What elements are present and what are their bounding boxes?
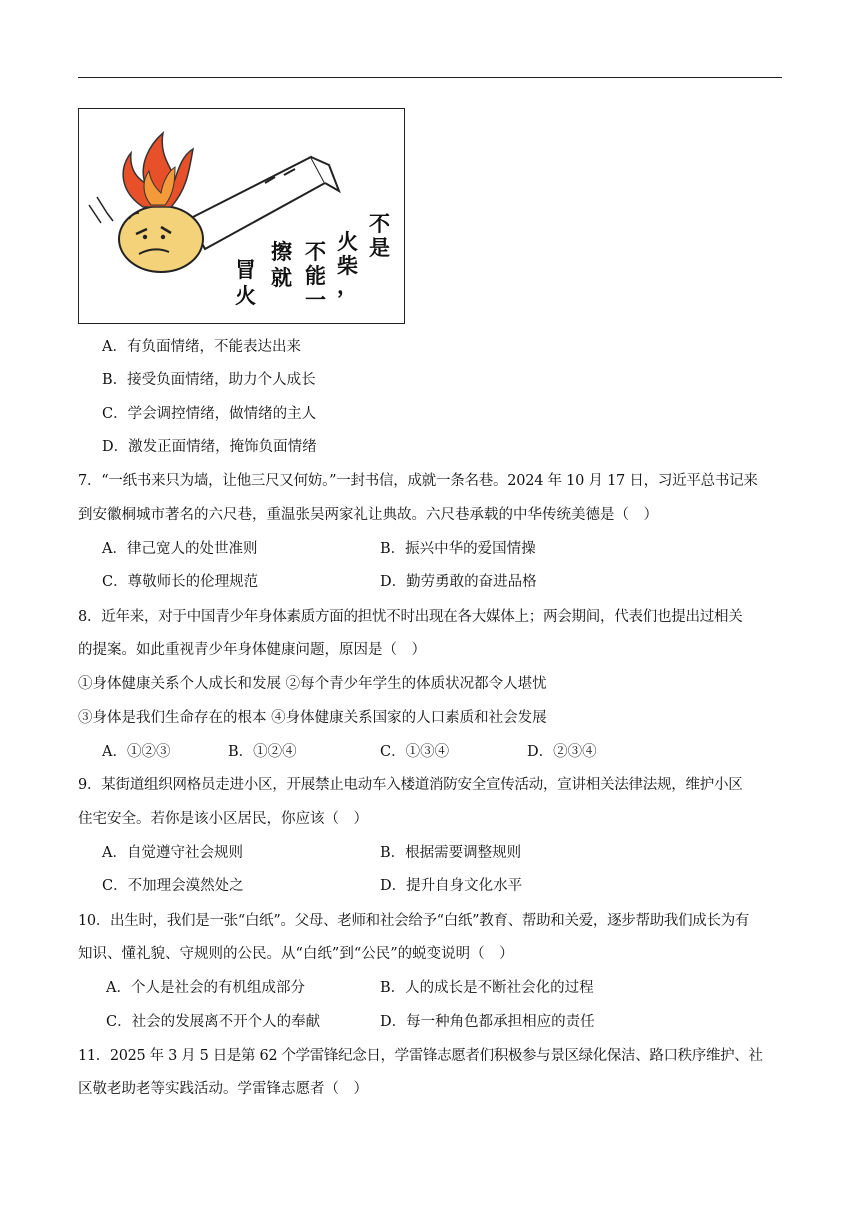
q8-stem-line1: 8．近年来，对于中国青少年身体素质方面的担忧不时出现在各大媒体上；两会期间，代表们也提出过相关: [78, 609, 743, 625]
match-cartoon-drawing: [79, 109, 404, 323]
q8-option-b: B．①②④: [228, 744, 297, 760]
svg-text:能: 能: [305, 264, 326, 288]
q10-option-b: B．人的成长是不断社会化的过程: [380, 980, 594, 996]
q6-option-b: B．接受负面情绪，助力个人成长: [102, 372, 316, 388]
q7-stem-line1: 7．“一纸书来只为墙，让他三尺又何妨。”一封书信，成就一条名巷。2024 年 10 月 17 日，习近平总书记来: [78, 473, 758, 489]
q10-stem-line2: 知识、懂礼貌、守规则的公民。从“白纸”到“公民”的蜕变说明（ ）: [78, 946, 514, 962]
q9-stem-line1: 9．某街道组织网格员走进小区，开展禁止电动车入楼道消防安全宣传活动，宣讲相关法律法规，维护小区: [78, 777, 743, 793]
q11-stem-line2: 区敬老助老等实践活动。学雷锋志愿者（ ）: [78, 1081, 368, 1097]
q7-option-a: A．律己宽人的处世准则: [102, 541, 258, 557]
caption-col-2: 火: [337, 230, 358, 254]
q10-stem-line1: 10．出生时，我们是一张“白纸”。父母、老师和社会给予“白纸”教育、帮助和关爱，逐步帮助我们成长为有: [78, 913, 750, 929]
q7-stem-line2: 到安徽桐城市著名的六尺巷，重温张吴两家礼让典故。六尺巷承载的中华传统美德是（ ）: [78, 507, 658, 523]
q8-stem-line2: 的提案。如此重视青少年身体健康问题，原因是（ ）: [78, 642, 426, 658]
q9-option-d: D．提升自身文化水平: [380, 878, 523, 894]
caption-col-4: 擦: [271, 240, 292, 264]
svg-text:，: ，: [337, 274, 358, 298]
q6-option-c: C．学会调控情绪，做情绪的主人: [102, 406, 317, 422]
q7-option-c: C．尊敬师长的伦理规范: [102, 574, 259, 590]
q8-option-c: C．①③④: [380, 744, 450, 760]
caption-col-5: 冒: [235, 258, 256, 282]
q9-option-b: B．根据需要调整规则: [380, 845, 522, 861]
q9-option-c: C．不加理会漠然处之: [102, 878, 244, 894]
header-rule: [78, 77, 782, 78]
svg-text:柴: 柴: [337, 254, 358, 278]
q7-option-b: B．振兴中华的爱国情操: [380, 541, 536, 557]
svg-text:是: 是: [369, 236, 390, 260]
q7-option-d: D．勤劳勇敢的奋进品格: [380, 574, 537, 590]
q10-option-d: D．每一种角色都承担相应的责任: [380, 1014, 595, 1030]
caption-col-1: 不: [369, 212, 390, 236]
match-cartoon-image: [78, 108, 405, 324]
q8-option-d: D．②③④: [527, 744, 597, 760]
svg-text:火: 火: [235, 284, 256, 308]
q6-option-d: D．激发正面情绪，掩饰负面情绪: [102, 439, 317, 455]
q6-option-a: A．有负面情绪，不能表达出来: [102, 339, 301, 355]
q10-option-a: A．个人是社会的有机组成部分: [106, 980, 305, 996]
q9-stem-line2: 住宅安全。若你是该小区居民，你应该（ ）: [78, 811, 368, 827]
svg-text:一: 一: [305, 288, 326, 312]
q11-stem-line1: 11．2025 年 3 月 5 日是第 62 个学雷锋纪念日，学雷锋志愿者们积极参与景区绿化保洁、路口秩序维护、社: [78, 1048, 763, 1064]
q9-option-a: A．自觉遵守社会规则: [102, 845, 243, 861]
q10-option-c: C．社会的发展离不开个人的奉献: [106, 1014, 321, 1030]
q8-statements-line2: ③身体是我们生命存在的根本 ④身体健康关系国家的人口素质和社会发展: [78, 710, 547, 726]
q8-statements-line1: ①身体健康关系个人成长和发展 ②每个青少年学生的体质状况都令人堪忧: [78, 676, 547, 692]
caption-col-3: 不: [305, 240, 326, 264]
svg-text:就: 就: [271, 266, 292, 290]
q8-option-a: A．①②③: [102, 744, 171, 760]
